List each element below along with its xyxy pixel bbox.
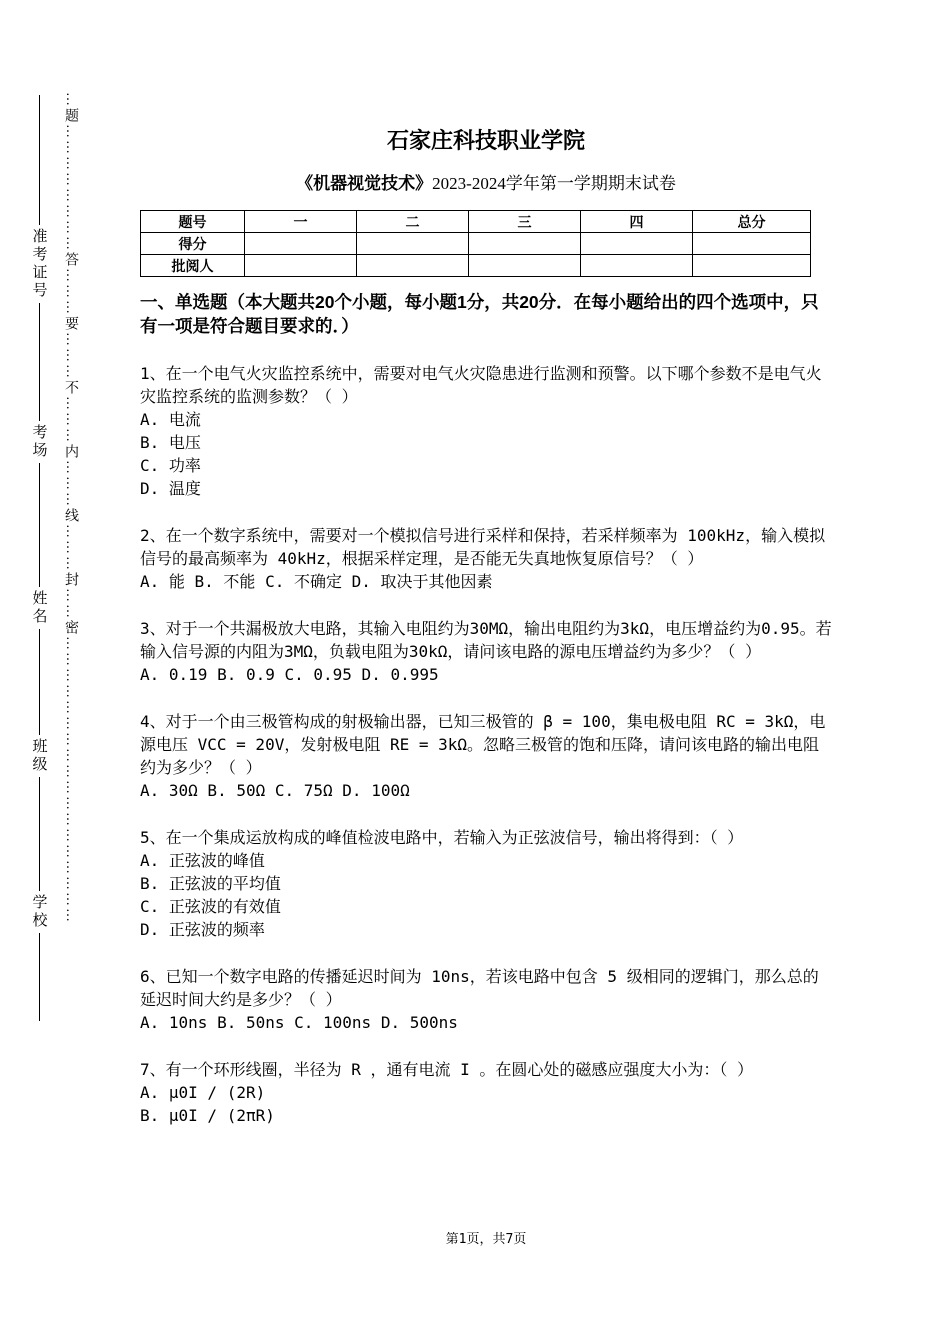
question-2 <box>140 524 832 593</box>
score-cell <box>693 255 811 277</box>
question-text: 5、在一个集成运放构成的峰值检波电路中，若输入为正弦波信号，输出将得到：（ ） <box>140 828 744 847</box>
exam-page <box>140 128 832 1127</box>
score-header-cell: 题号 <box>141 211 245 233</box>
score-cell <box>357 255 469 277</box>
question-option: D. 正弦波的频率 <box>140 920 265 939</box>
score-header-cell: 四 <box>581 211 693 233</box>
question-1 <box>140 362 832 500</box>
question-6 <box>140 965 832 1034</box>
field-label-name: 姓名 <box>30 590 47 626</box>
question-text: 7、有一个环形线圈，半径为 R ，通有电流 I 。在圆心处的磁感应强度大小为：（ ） <box>140 1060 754 1079</box>
question-option: B. 正弦波的平均值 <box>140 874 281 893</box>
score-row <box>141 233 811 255</box>
score-cell <box>245 233 357 255</box>
score-cell <box>469 233 581 255</box>
question-text: 1、在一个电气火灾监控系统中，需要对电气火灾隐患进行监测和预警。以下哪个参数不是电气火灾监控系统的监测参数？（ ） <box>140 364 822 406</box>
question-option: B. μ0I / (2πR) <box>140 1106 275 1125</box>
score-header-cell: 三 <box>469 211 581 233</box>
field-underline <box>39 777 40 891</box>
field-underline <box>39 95 40 225</box>
question-option: A. 10ns B. 50ns C. 100ns D. 500ns <box>140 1013 458 1032</box>
score-cell <box>245 255 357 277</box>
question-option: D. 温度 <box>140 479 201 498</box>
score-row-label: 批阅人 <box>141 255 245 277</box>
score-header-cell: 二 <box>357 211 469 233</box>
field-underline <box>39 303 40 421</box>
question-option: A. 0.19 B. 0.9 C. 0.95 D. 0.995 <box>140 665 439 684</box>
question-option: B. 电压 <box>140 433 201 452</box>
seal-fields-column <box>30 95 48 1021</box>
field-underline <box>39 463 40 587</box>
score-cell <box>469 255 581 277</box>
score-cell <box>581 255 693 277</box>
reviewer-row <box>141 255 811 277</box>
question-3 <box>140 617 832 686</box>
score-table-header-row <box>141 211 811 233</box>
field-label-school: 学校 <box>30 894 47 930</box>
question-option: A. 电流 <box>140 410 201 429</box>
score-header-cell: 一 <box>245 211 357 233</box>
field-underline <box>39 933 40 1021</box>
question-5 <box>140 826 832 941</box>
score-table <box>140 210 811 277</box>
question-option: A. 正弦波的峰值 <box>140 851 265 870</box>
field-underline <box>39 629 40 735</box>
question-option: A. 30Ω B. 50Ω C. 75Ω D. 100Ω <box>140 781 410 800</box>
field-label-exam-room: 考场 <box>30 424 47 460</box>
exam-subtitle <box>140 173 832 195</box>
question-option: A. μ0I / (2R) <box>140 1083 266 1102</box>
score-row-label: 得分 <box>141 233 245 255</box>
field-label-class: 班级 <box>30 738 47 774</box>
question-text: 2、在一个数字系统中，需要对一个模拟信号进行采样和保持，若采样频率为 100kHz，输入模拟信号的最高频率为 40kHz，根据采样定理，是否能无失真地恢复原信号？（ ） <box>140 526 826 568</box>
school-title: 石家庄科技职业学院 <box>386 128 585 153</box>
question-text: 4、对于一个由三极管构成的射极输出器，已知三极管的 β = 100，集电极电阻 RC = 3kΩ，电源电压 VCC = 20V，发射极电阻 RE = 3kΩ。忽略三极管的饱和压降，请问该电路的输出电阻约为多少？（ ） <box>140 712 826 777</box>
field-label-ticket-number: 准考证号 <box>30 228 47 300</box>
score-cell <box>581 233 693 255</box>
question-option: A. 能 B. 不能 C. 不确定 D. 取决于其他因素 <box>140 572 493 591</box>
question-text: 3、对于一个共漏极放大电路，其输入电阻约为30MΩ，输出电阻约为3kΩ，电压增益约为0.95。若输入信号源的内阻为3MΩ，负载电阻为30kΩ，请问该电路的源电压增益约为多少？（ ） <box>140 619 832 661</box>
score-cell <box>357 233 469 255</box>
question-option: C. 正弦波的有效值 <box>140 897 281 916</box>
seal-dotted-line: …题……………………答………要………不………内………线………封……密……………………………………………… <box>63 92 78 924</box>
term-label: 2023-2024学年第一学期期末试卷 <box>432 174 676 193</box>
section-one-heading: 一、单选题（本大题共20个小题，每小题1分，共20分．在每小题给出的四个选项中，只有一项是符合题目要求的．） <box>140 292 819 336</box>
score-header-cell: 总分 <box>693 211 811 233</box>
page-number: 第1页，共7页 <box>445 1232 527 1247</box>
score-cell <box>693 233 811 255</box>
course-name: 《机器视觉技术》 <box>296 174 433 193</box>
question-option: C. 功率 <box>140 456 201 475</box>
question-text: 6、已知一个数字电路的传播延迟时间为 10ns，若该电路中包含 5 级相同的逻辑门，那么总的延迟时间大约是多少？（ ） <box>140 967 819 1009</box>
question-7 <box>140 1058 832 1127</box>
question-4 <box>140 710 832 802</box>
